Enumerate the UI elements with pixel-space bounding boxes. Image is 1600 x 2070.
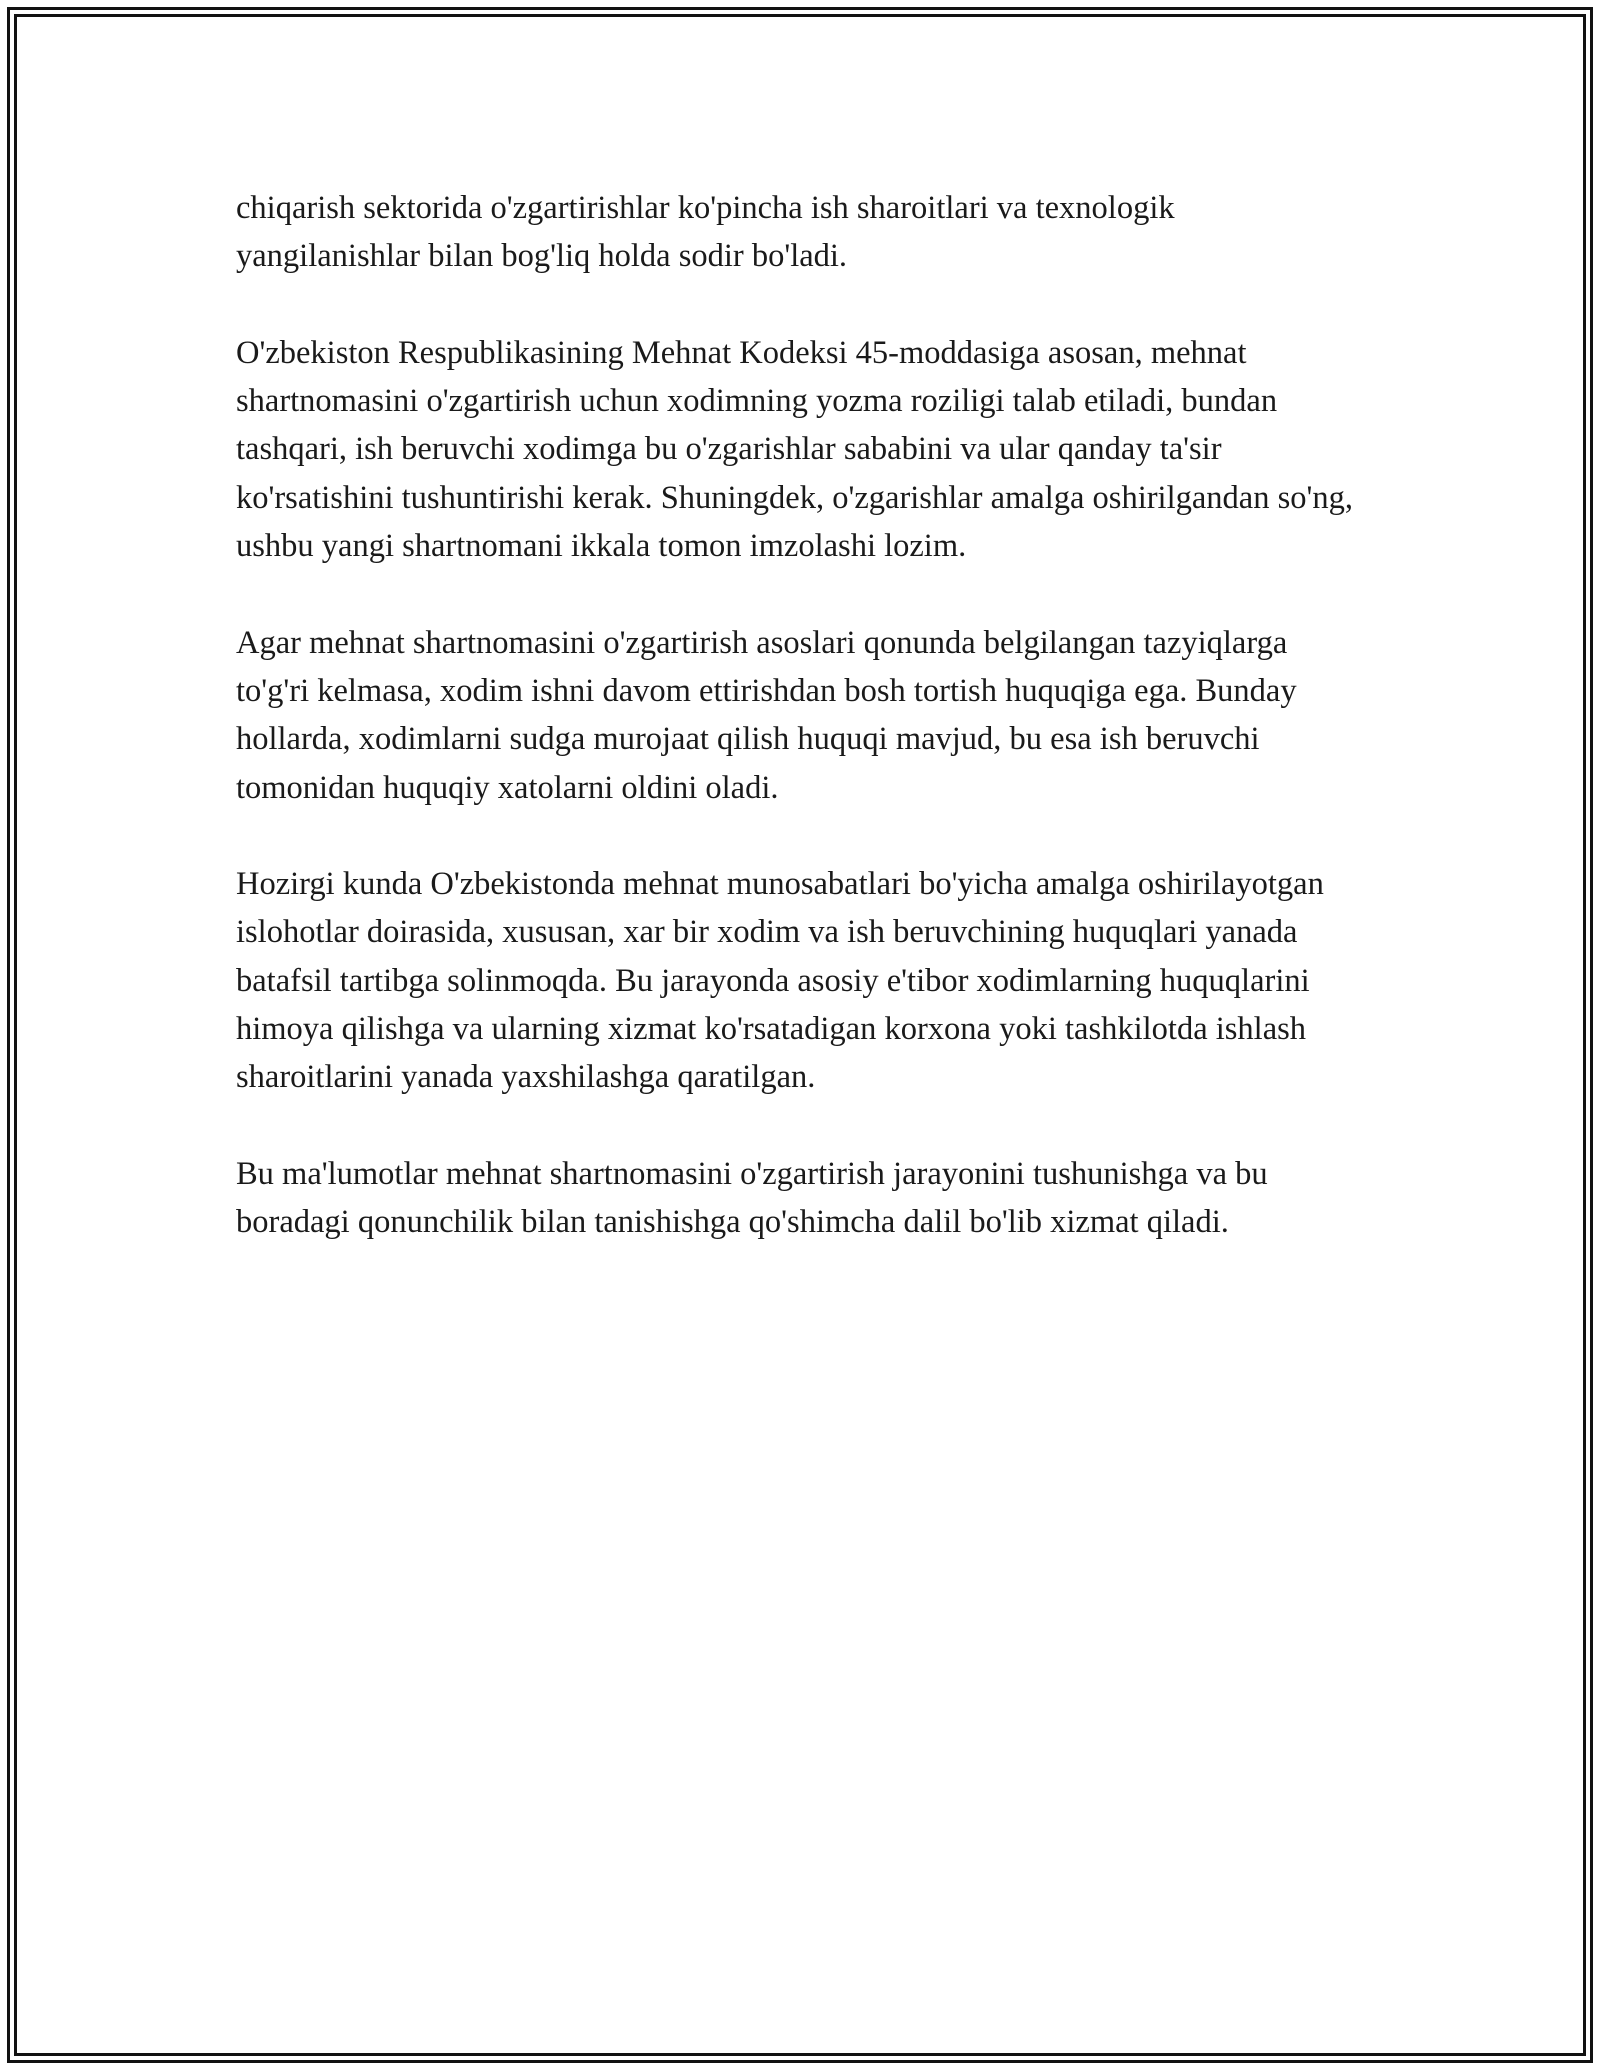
paragraph-4: Hozirgi kunda O'zbekistonda mehnat munosabatlari bo'yicha amalga oshirilayotgan islohotlar doirasida, xususan, xar bir xodim va ish beruvchining huquqlari yanada batafsil tartibga solinmoqda. Bu jarayonda asosiy e'tibor xodimlarning huquqlarini himoya qilishga va ularning xizmat ko'rsatadigan korxona yoki tashkilotda ishlash sharoitlarini yanada yaxshilashga qaratilgan. [236,866,1324,1096]
document-body [236,184,1366,1295]
paragraph-1: chiqarish sektorida o'zgartirishlar ko'pincha ish sharoitlari va texnologik yangilanishlar bilan bog'liq holda sodir bo'ladi. [236,190,1175,275]
paragraph-2: O'zbekiston Respublikasining Mehnat Kodeksi 45-moddasiga asosan, mehnat shartnomasini o'zgartirish uchun xodimning yozma roziligi talab etiladi, bundan tashqari, ish beruvchi xodimga bu o'zgarishlar sababini va ular qanday ta'sir ko'rsatishini tushuntirishi kerak. Shuningdek, o'zgarishlar amalga oshirilgandan so'ng, ushbu yangi shartnomani ikkala tomon imzolashi lozim. [236,334,1353,565]
paragraph-3: Agar mehnat shartnomasini o'zgartirish asoslari qonunda belgilangan tazyiqlarga to'g'ri kelmasa, xodim ishni davom ettirishdan bosh tortish huquqiga ega. Bunday hollarda, xodimlarni sudga murojaat qilish huquqi mavjud, bu esa ish beruvchi tomonidan huquqiy xatolarni oldini oladi. [236,624,1297,806]
paragraph-5: Bu ma'lumotlar mehnat shartnomasini o'zgartirish jarayonini tushunishga va bu boradagi qonunchilik bilan tanishishga qo'shimcha dalil bo'lib xizmat qiladi. [236,1155,1268,1241]
